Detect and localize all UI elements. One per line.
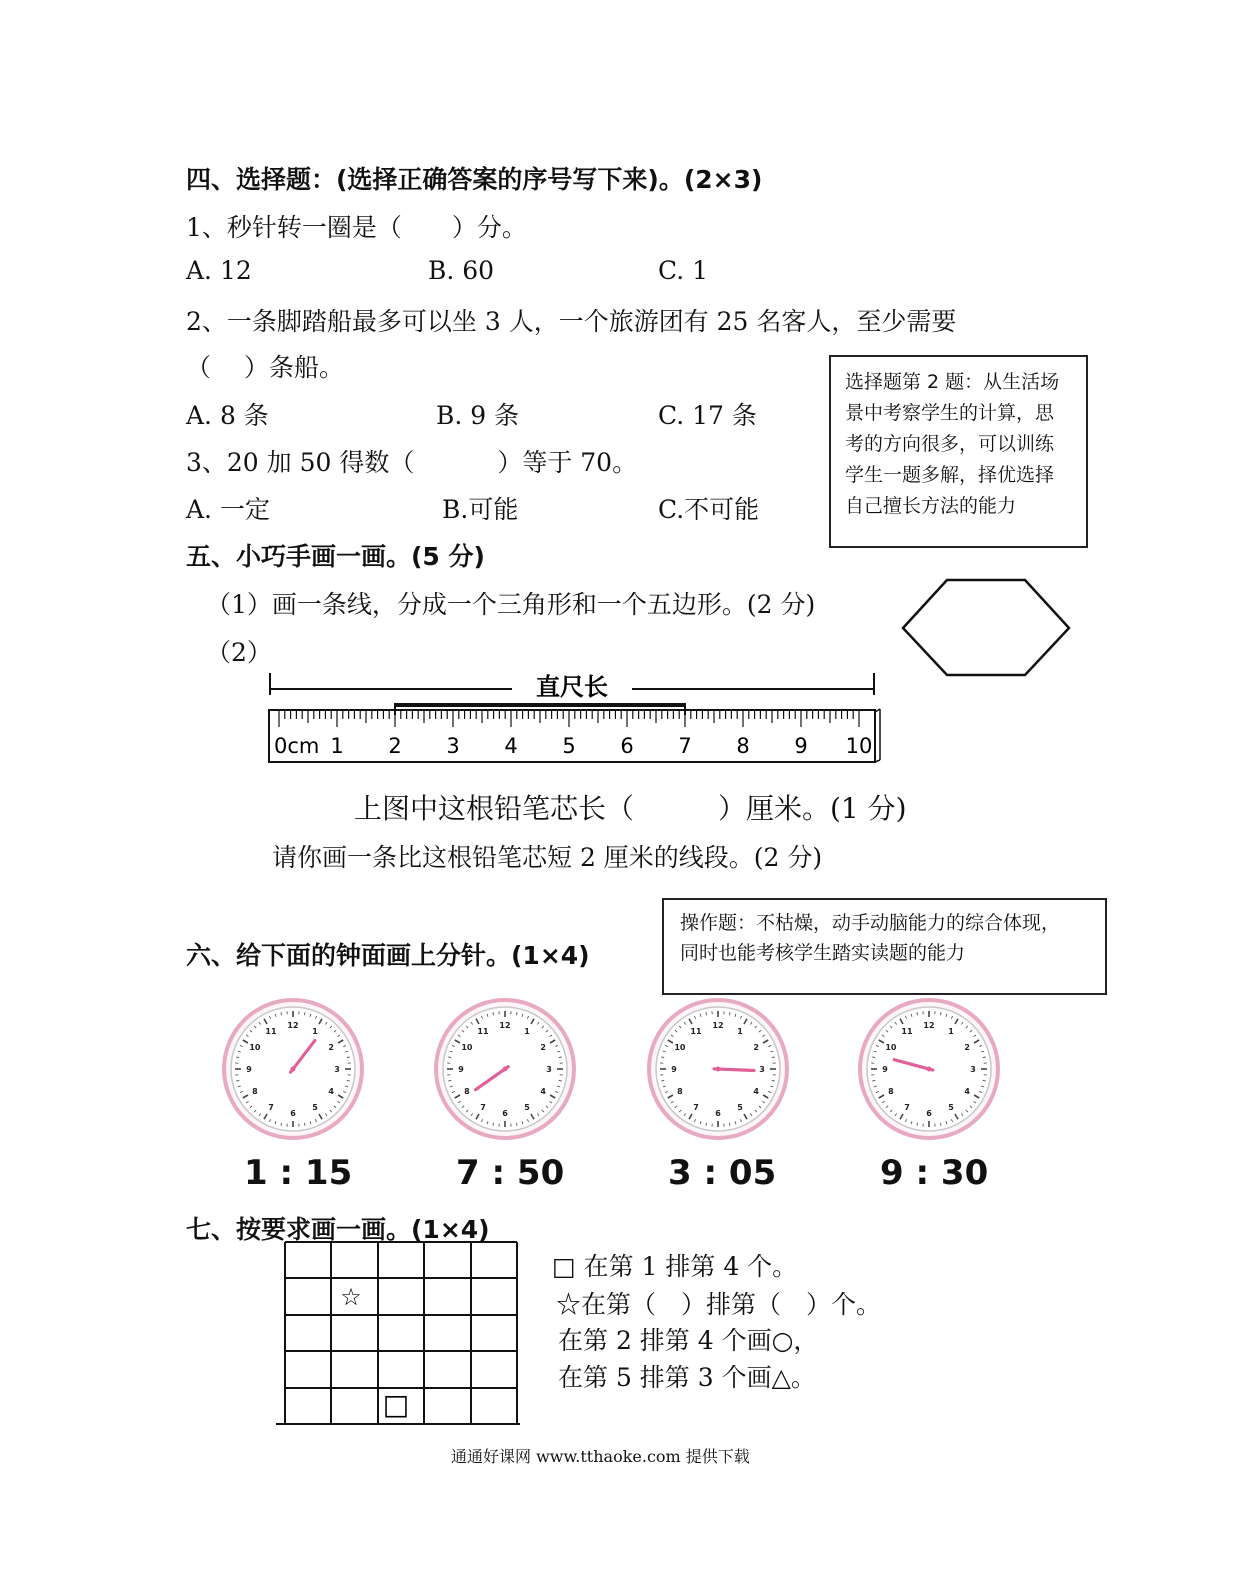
ruler-length-label: 直尺长 xyxy=(536,673,608,701)
section7-line: 在第 5 排第 3 个画△。 xyxy=(558,1363,816,1392)
clock-number: 3 xyxy=(546,1065,552,1074)
position-grid xyxy=(276,1240,522,1430)
grid-star: ☆ xyxy=(340,1283,362,1311)
clock-number: 4 xyxy=(753,1087,759,1096)
ruler-figure xyxy=(264,665,884,770)
note-line: 自己擅长方法的能力 xyxy=(845,495,1017,517)
clock-number: 12 xyxy=(499,1021,511,1030)
clock-number: 10 xyxy=(249,1043,261,1052)
ruler-number: 3 xyxy=(446,734,460,758)
clock-number: 11 xyxy=(477,1026,489,1036)
clock-number: 6 xyxy=(926,1109,932,1118)
ruler-number: 1 xyxy=(330,734,344,758)
clock-number: 10 xyxy=(674,1043,686,1052)
clock-number: 4 xyxy=(964,1087,970,1096)
clock-number: 4 xyxy=(328,1087,334,1096)
teacher-note-box xyxy=(829,355,1088,548)
clock-center xyxy=(291,1067,296,1072)
clock-number: 6 xyxy=(290,1109,296,1118)
clock-number: 7 xyxy=(480,1103,486,1113)
clock-number: 6 xyxy=(715,1109,721,1118)
clock-number: 9 xyxy=(458,1065,464,1074)
note-line: 考的方向很多，可以训练 xyxy=(845,433,1055,455)
clock-number: 5 xyxy=(948,1103,954,1113)
note-line: 选择题第 2 题：从生活场 xyxy=(845,371,1060,393)
clock-number: 2 xyxy=(540,1043,546,1052)
q3-stem: 3、20 加 50 得数（ ）等于 70。 xyxy=(186,448,638,477)
clock-number: 8 xyxy=(464,1087,470,1096)
clock-number: 8 xyxy=(252,1087,258,1096)
ruler-number: 10 xyxy=(845,734,873,758)
section5-part1: （1）画一条线，分成一个三角形和一个五边形。(2 分) xyxy=(206,590,816,619)
ruler-number: 4 xyxy=(504,734,518,758)
clock-number: 7 xyxy=(693,1103,699,1113)
clock-number: 11 xyxy=(901,1026,913,1036)
q2-option-a: A. 8 条 xyxy=(186,401,269,430)
clock-number: 6 xyxy=(502,1109,508,1118)
clock-number: 8 xyxy=(677,1087,683,1096)
ruler-number: 2 xyxy=(388,734,402,758)
ruler-number: 8 xyxy=(736,734,750,758)
clock-time-label: 3 : 05 xyxy=(668,1153,777,1193)
clock-number: 11 xyxy=(265,1026,277,1036)
clock-number: 2 xyxy=(753,1043,759,1052)
clock-number: 1 xyxy=(737,1026,743,1036)
section7-title: 七、按要求画一画。(1×4) xyxy=(186,1215,490,1244)
clock-number: 9 xyxy=(882,1065,888,1074)
clock-number: 1 xyxy=(524,1026,530,1036)
clock-center xyxy=(716,1067,721,1072)
clock-number: 10 xyxy=(885,1043,897,1052)
clock-number: 5 xyxy=(312,1103,318,1113)
note-line: 操作题：不枯燥，动手动脑能力的综合体现， xyxy=(680,912,1061,934)
ruler-number: 5 xyxy=(562,734,576,758)
note-line: 同时也能考核学生踏实读题的能力 xyxy=(680,942,966,964)
clock-number: 12 xyxy=(287,1021,299,1030)
grid-square: □ xyxy=(382,1388,410,1421)
q2-option-b: B. 9 条 xyxy=(436,401,520,430)
clock-number: 3 xyxy=(334,1065,340,1074)
q3-option-a: A. 一定 xyxy=(186,495,270,524)
clock-face xyxy=(432,996,578,1142)
clock-number: 8 xyxy=(888,1087,894,1096)
section7-line: 在第 2 排第 4 个画○， xyxy=(558,1326,819,1355)
clock-number: 9 xyxy=(671,1065,677,1074)
pencil-length-question: 上图中这根铅笔芯长（ ）厘米。(1 分) xyxy=(354,792,907,825)
clock-number: 1 xyxy=(948,1026,954,1036)
clock-face xyxy=(645,996,791,1142)
section5-title: 五、小巧手画一画。(5 分) xyxy=(186,542,485,571)
ruler-unit-label: 0cm xyxy=(274,734,320,758)
clock-number: 7 xyxy=(268,1103,274,1113)
note-line: 学生一题多解，择优选择 xyxy=(845,464,1055,486)
clock-time-label: 7 : 50 xyxy=(456,1153,565,1193)
clock-face xyxy=(856,996,1002,1142)
clock-number: 12 xyxy=(712,1021,724,1030)
ruler-number: 6 xyxy=(620,734,634,758)
clock-number: 2 xyxy=(328,1043,334,1052)
draw-segment-question: 请你画一条比这根铅笔芯短 2 厘米的线段。(2 分) xyxy=(272,843,823,872)
q2-option-c: C. 17 条 xyxy=(658,401,757,430)
clock-number: 4 xyxy=(540,1087,546,1096)
section7-line: ☆在第（ ）排第（ ）个。 xyxy=(556,1290,882,1319)
note-line: 景中考察学生的计算，思 xyxy=(845,402,1055,424)
clock-number: 9 xyxy=(246,1065,252,1074)
q1-option-c: C. 1 xyxy=(658,256,709,285)
section5-part2-label: （2） xyxy=(206,638,272,667)
clock-number: 5 xyxy=(737,1103,743,1113)
q2-stem-cont: （ ）条船。 xyxy=(186,353,344,382)
q3-option-b: B.可能 xyxy=(442,495,519,524)
hexagon-shape xyxy=(900,578,1072,678)
operation-note-box xyxy=(662,898,1107,995)
clock-number: 12 xyxy=(923,1021,935,1030)
section4-title: 四、选择题：(选择正确答案的序号写下来)。(2×3) xyxy=(186,165,763,194)
ruler-number: 9 xyxy=(794,734,808,758)
clock-face xyxy=(220,996,366,1142)
clock-number: 7 xyxy=(904,1103,910,1113)
clock-time-label: 9 : 30 xyxy=(880,1153,989,1193)
clock-center xyxy=(503,1067,508,1072)
clock-number: 3 xyxy=(970,1065,976,1074)
clock-number: 10 xyxy=(461,1043,473,1052)
ruler-number: 7 xyxy=(678,734,692,758)
clock-number: 11 xyxy=(690,1026,702,1036)
clock-center xyxy=(927,1067,932,1072)
q3-option-c: C.不可能 xyxy=(658,495,760,524)
q2-stem: 2、一条脚踏船最多可以坐 3 人，一个旅游团有 25 名客人，至少需要 xyxy=(186,307,957,336)
clock-time-label: 1 : 15 xyxy=(244,1153,353,1193)
footer-credit: 通通好课网 www.tthaoke.com 提供下载 xyxy=(451,1447,750,1466)
clock-number: 1 xyxy=(312,1026,318,1036)
clock-number: 2 xyxy=(964,1043,970,1052)
q1-option-a: A. 12 xyxy=(186,256,252,285)
clock-number: 5 xyxy=(524,1103,530,1113)
q1-stem: 1、秒针转一圈是（ ）分。 xyxy=(186,213,527,242)
clock-number: 3 xyxy=(759,1065,765,1074)
q1-option-b: B. 60 xyxy=(428,256,495,285)
section6-title: 六、给下面的钟面画上分针。(1×4) xyxy=(186,941,590,970)
section7-line: □ 在第 1 排第 4 个。 xyxy=(552,1252,798,1281)
